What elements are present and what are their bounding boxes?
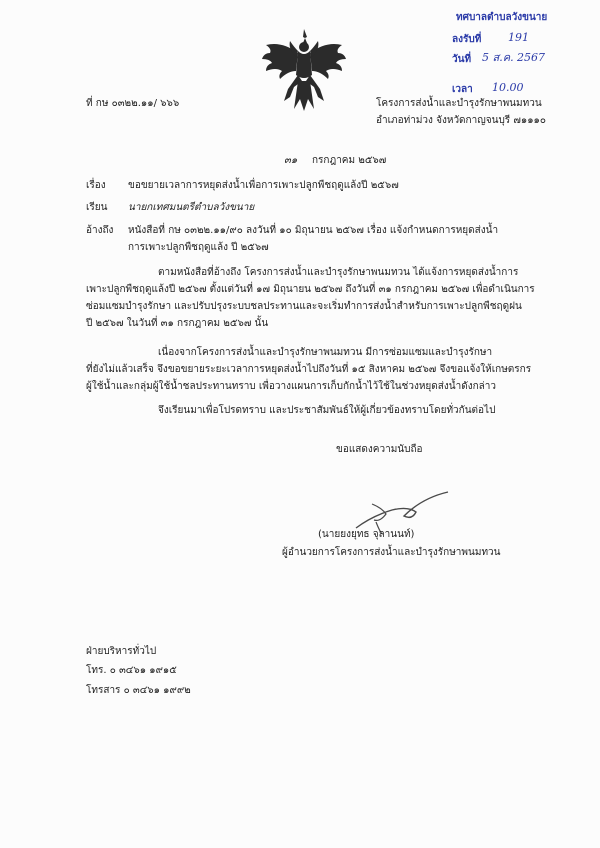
org-name: โครงการส่งน้ำและบำรุงรักษาพนมทวน <box>376 98 542 109</box>
signer-position: ผู้อำนวยการโครงการส่งน้ำและบำรุงรักษาพนมทวน <box>282 547 501 558</box>
recipient-text: นายกเทศมนตรีตำบลวังขนาย <box>128 202 255 213</box>
stamp-recv-no: 191 <box>508 31 529 44</box>
org-address: อำเภอท่าม่วง จังหวัดกาญจนบุรี ๗๑๑๑๐ <box>376 115 547 126</box>
footer-fax: โทรสาร ๐ ๓๔๖๑ ๑๙๙๒ <box>86 685 191 696</box>
stamp-recv-label: ลงรับที่ <box>452 34 482 45</box>
paragraph1-line-4: ปี ๒๕๖๗ ในวันที่ ๓๑ กรกฎาคม ๒๕๖๗ นั้น <box>86 318 269 329</box>
paragraph1-line-2: เพาะปลูกพืชฤดูแล้งปี ๒๕๖๗ ตั้งแต่วันที่ ๑๗ มิถุนายน ๒๕๖๗ ถึงวันที่ ๓๑ กรกฎาคม ๒๕๖๗ เพื่อดำเนินการ <box>86 284 535 295</box>
paragraph2-line-2: ที่ยังไม่แล้วเสร็จ จึงขอขยายระยะเวลาการหยุดส่งน้ำไปถึงวันที่ ๑๕ สิงหาคม ๒๕๖๗ จึงขอแจ้งให้เกษตรกร <box>86 364 532 375</box>
paragraph2-line-3: ผู้ใช้น้ำและกลุ่มผู้ใช้น้ำชลประทานทราบ เพื่อวางแผนการเก็บกักน้ำไว้ใช้ในช่วงหยุดส่งน้ำดังกล่าว <box>86 381 497 392</box>
reference-number: ที่ กษ ๐๓๒๒.๑๑/ ๖๖๖ <box>86 98 180 109</box>
garuda-emblem-icon <box>258 27 350 113</box>
subject-text: ขอขยายเวลาการหยุดส่งน้ำเพื่อการเพาะปลูกพืชฤดูแล้งปี ๒๕๖๗ <box>128 180 399 191</box>
paragraph2-line-1: เนื่องจากโครงการส่งน้ำและบำรุงรักษาพนมทวน มีการซ่อมแซมและบำรุงรักษา <box>158 347 493 358</box>
footer-department: ฝ่ายบริหารทั่วไป <box>86 646 157 657</box>
stamp-time-label: เวลา <box>452 84 473 95</box>
paragraph1-line-1: ตามหนังสือที่อ้างถึง โครงการส่งน้ำและบำรุงรักษาพนมทวน ได้แจ้งการหยุดส่งน้ำการ <box>158 267 519 278</box>
closing: ขอแสดงความนับถือ <box>336 444 423 455</box>
stamp-date-label: วันที่ <box>452 54 472 65</box>
receipt-stamp <box>452 8 592 74</box>
reference-line-2: การเพาะปลูกพืชฤดูแล้ง ปี ๒๕๖๗ <box>128 242 269 253</box>
subject-label: เรื่อง <box>86 180 106 191</box>
paragraph1-line-3: ซ่อมแซมบำรุงรักษา และปรับปรุงระบบชลประทานและจะเริ่มทำการส่งน้ำสำหรับการเพาะปลูกพืชฤดูฝน <box>86 301 522 312</box>
stamp-org: ทศบาลตำบลวังขนาย <box>456 12 548 23</box>
recipient-label: เรียน <box>86 202 108 213</box>
stamp-date-value: 5 ส.ค. 2567 <box>482 51 546 64</box>
reference-label: อ้างถึง <box>86 225 114 236</box>
stamp-time-value: 10.00 <box>492 81 524 94</box>
footer-telephone: โทร. ๐ ๓๔๖๑ ๑๙๑๕ <box>86 665 177 676</box>
signer-name: (นายยงยุทธ จุลานนท์) <box>318 529 415 540</box>
reference-line-1: หนังสือที่ กษ ๐๓๒๒.๑๑/๙๐ ลงวันที่ ๑๐ มิถุนายน ๒๕๖๗ เรื่อง แจ้งกำหนดการหยุดส่งน้ำ <box>128 225 499 236</box>
date-day: ๓๑ <box>284 155 298 166</box>
paragraph3: จึงเรียนมาเพื่อโปรดทราบ และประชาสัมพันธ์ให้ผู้เกี่ยวข้องทราบโดยทั่วกันต่อไป <box>158 405 496 416</box>
date-text: กรกฎาคม ๒๕๖๗ <box>312 155 387 166</box>
